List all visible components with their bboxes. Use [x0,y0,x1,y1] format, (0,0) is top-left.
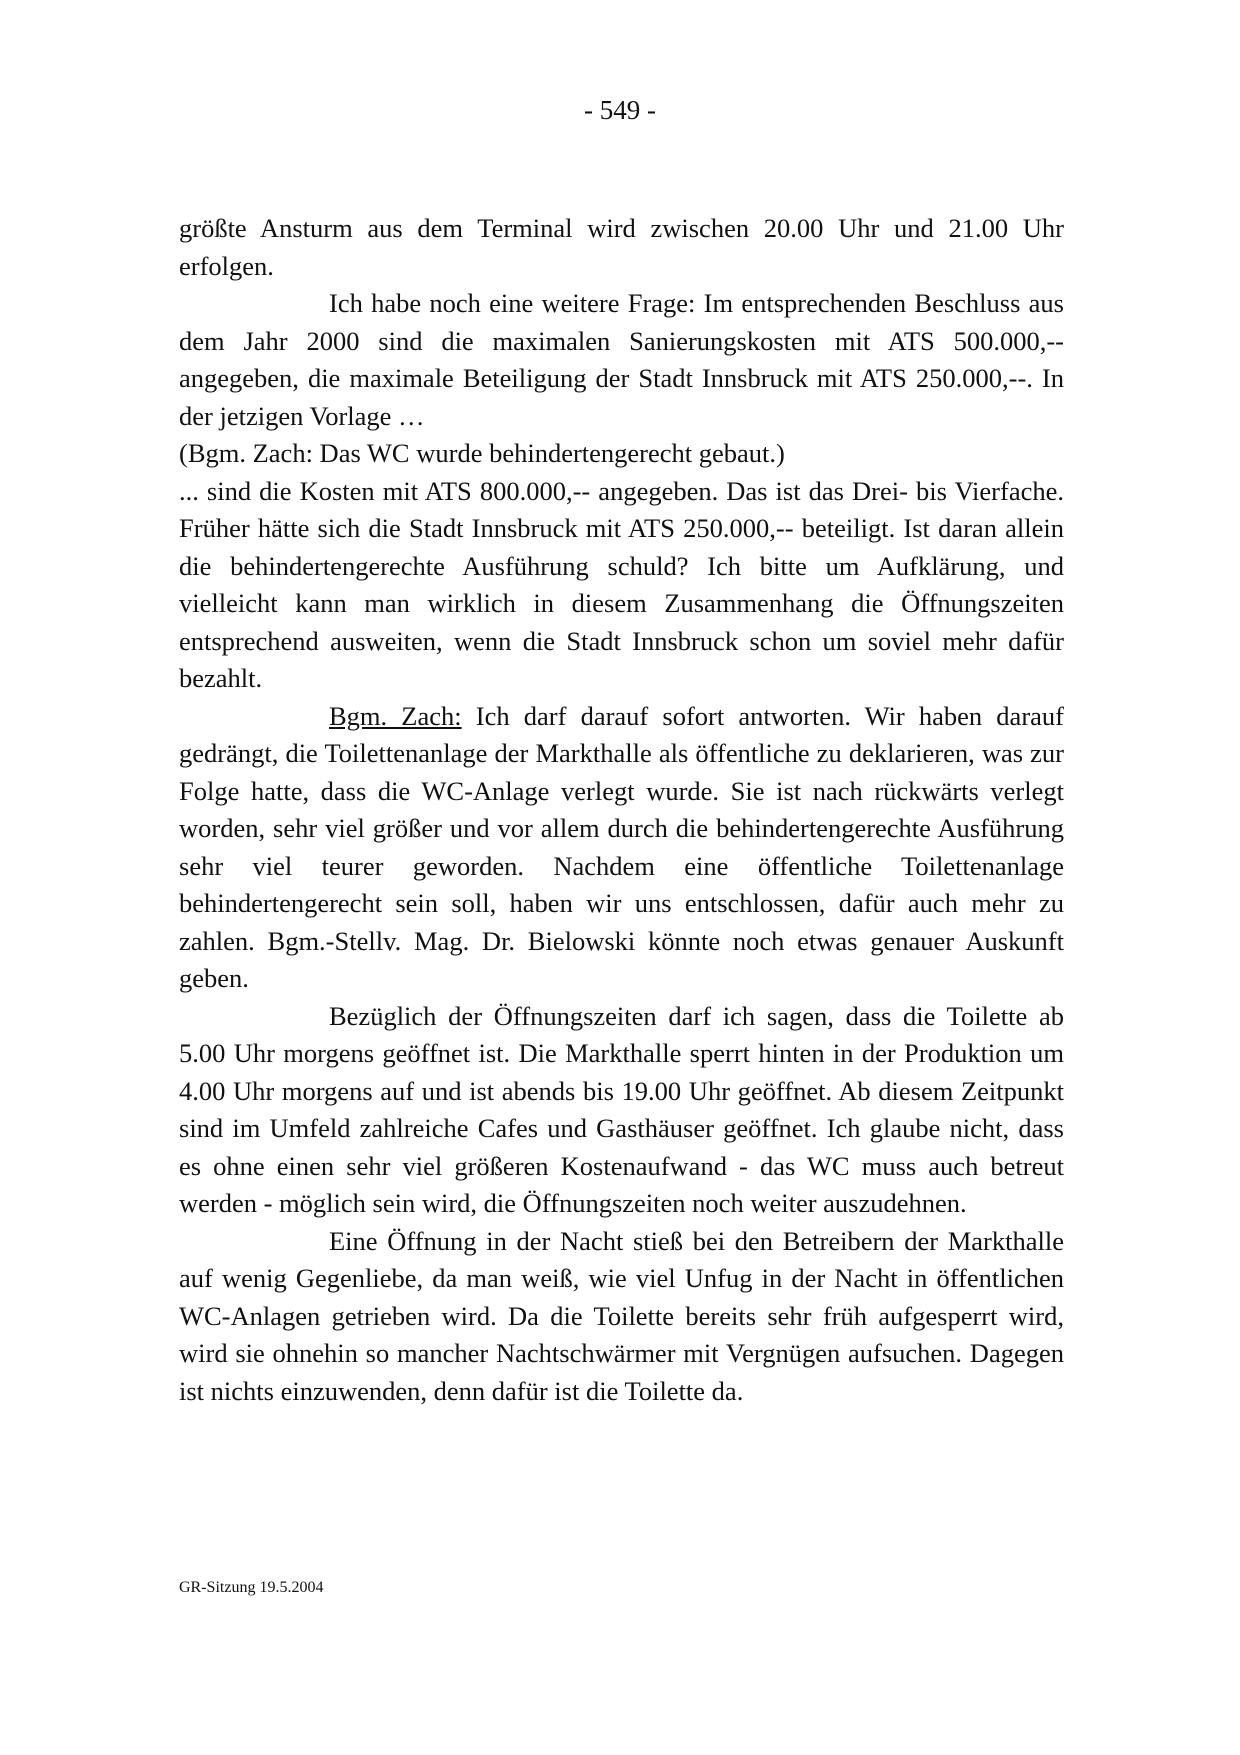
footer-session-date: GR-Sitzung 19.5.2004 [179,1579,324,1596]
paragraph-6: Bezüglich der Öffnungszeiten darf ich sagen, dass die Toilette ab 5.00 Uhr morgens geöffnet ist. Die Markthalle sperrt hinten in der Produktion um 4.00 Uhr morgens auf und ist abends bis 19.00 Uhr geöffnet. Ab diesem Zeitpunkt sind im Umfeld zahlreiche Cafes und Gasthäuser geöffnet. Ich glaube nicht, dass es ohne einen sehr viel größeren Kostenaufwand - das WC muss auch betreut werden - möglich sein wird, die Öffnungszeiten noch weiter auszudehnen. [179,1000,1064,1218]
paragraph-5-text: Ich darf darauf sofort antworten. Wir haben darauf gedrängt, die Toilettenanlage der Markthalle als öffentliche zu deklarieren, was zur Folge hatte, dass die WC-Anlage verlegt wurde. Sie ist nach rückwärts verlegt worden, sehr viel größer und vor allem durch die behindertengerechte Ausführung sehr viel teurer geworden. Nachdem eine öffentliche Toilettenanlage behindertengerecht sein soll, haben wir uns entschlossen, dafür auch mehr zu zahlen. Bgm.-Stellv. Mag. Dr. Bielowski könnte noch etwas genauer Auskunft geben. [179,700,1064,993]
paragraph-7: Eine Öffnung in der Nacht stieß bei den Betreibern der Markthalle auf wenig Gegenliebe, da man weiß, wie viel Unfug in der Nacht in öffentlichen WC-Anlagen getrieben wird. Da die Toilette bereits sehr früh aufgesperrt wird, wird sie ohnehin so mancher Nachtschwärmer mit Vergnügen aufsuchen. Dagegen ist nichts einzuwenden, denn dafür ist die Toilette da. [179,1225,1064,1406]
speaker-name: Bgm. Zach: [329,700,462,731]
paragraph-1: größte Ansturm aus dem Terminal wird zwischen 20.00 Uhr und 21.00 Uhr erfolgen. [179,213,1064,281]
page-number: - 549 - [584,95,656,125]
paragraph-2: Ich habe noch eine weitere Frage: Im entsprechenden Beschluss aus dem Jahr 2000 sind die maximalen Sanierungskosten mit ATS 500.000,-- angegeben, die maximale Beteiligung der Stadt Innsbruck mit ATS 250.000,--. In der jetzigen Vorlage … [179,288,1064,431]
document-body [179,210,1064,1410]
paragraph-4: ... sind die Kosten mit ATS 800.000,-- angegeben. Das ist das Drei- bis Vierfache. Früher hätte sich die Stadt Innsbruck mit ATS 250.000,-- beteiligt. Ist daran allein die behindertengerechte Ausführung schuld? Ich bitte um Aufklärung, und vielleicht kann man wirklich in diesem Zusammenhang die Öffnungszeiten entsprechend ausweiten, wenn die Stadt Innsbruck schon um soviel mehr dafür bezahlt. [179,475,1064,693]
paragraph-5 [179,698,1064,998]
interjection: (Bgm. Zach: Das WC wurde behindertengerecht gebaut.) [179,438,785,468]
